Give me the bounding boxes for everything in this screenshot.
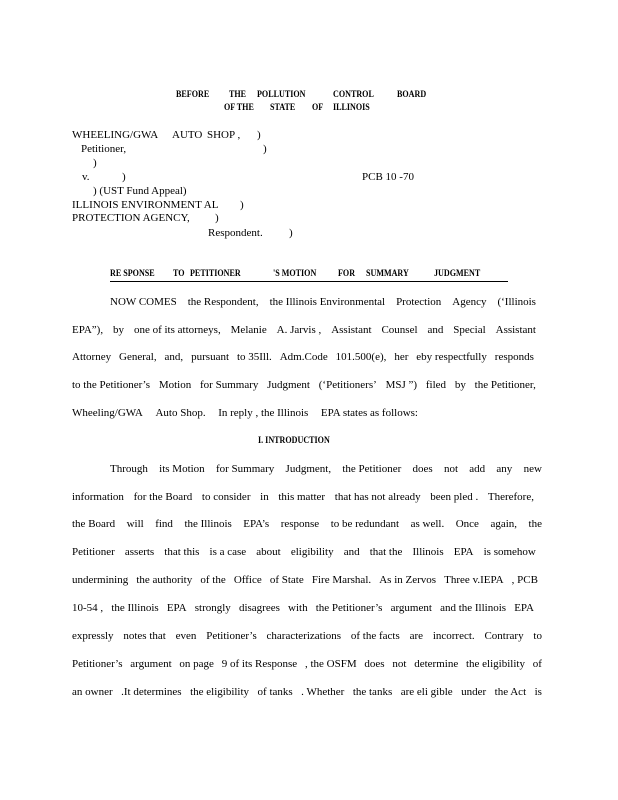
caption-paren: )	[215, 212, 219, 224]
paragraph-line	[72, 324, 536, 337]
word: is	[534, 686, 542, 698]
word: not	[443, 463, 459, 475]
word: Adm.Code	[279, 351, 328, 363]
caption-paren: )	[93, 157, 97, 169]
word: Contrary	[484, 630, 524, 642]
word: filed	[425, 379, 447, 391]
word: in	[260, 491, 269, 503]
header-word: OF	[312, 103, 324, 113]
header-word: BOARD	[397, 90, 427, 100]
word: Protection	[396, 296, 442, 308]
word: the authority	[136, 574, 193, 586]
word: the Illinois Environmental	[269, 296, 386, 308]
word: determine	[414, 658, 459, 670]
caption-paren: )	[122, 171, 126, 183]
header-word: ILLINOIS	[333, 103, 370, 113]
word: are eli gible	[400, 686, 453, 698]
word: and the Illinois	[440, 602, 507, 614]
word: of State	[269, 574, 304, 586]
word: eligibility	[290, 546, 334, 558]
paragraph-line	[72, 407, 418, 420]
header-word: OF THE	[224, 103, 254, 113]
word: Auto Shop.	[155, 407, 206, 419]
paragraph-line	[72, 351, 534, 364]
word: 101.500(e),	[335, 351, 387, 363]
word: of tanks	[257, 686, 293, 698]
word: Wheeling/GWA	[72, 407, 143, 419]
word: to the Petitioner’s	[72, 379, 151, 391]
word: notes that	[123, 630, 166, 642]
word: the eligibility	[190, 686, 250, 698]
word: are	[409, 630, 423, 642]
word: Petitioner’s	[206, 630, 257, 642]
word: MSJ ”)	[385, 379, 418, 391]
appeal-type: ) (UST Fund Appeal)	[93, 185, 187, 197]
word: the eligibility	[465, 658, 525, 670]
word: NOW COMES	[110, 296, 177, 308]
word: to consider	[201, 491, 251, 503]
word: the Petitioner,	[474, 379, 536, 391]
word: (‘Petitioners’	[318, 379, 377, 391]
word: , PCB	[511, 574, 538, 586]
paragraph-line	[72, 546, 536, 559]
word: Office	[233, 574, 262, 586]
word: with	[288, 602, 308, 614]
word: .It determines	[121, 686, 182, 698]
paragraph-line	[72, 379, 536, 392]
respondent-name-1: ILLINOIS ENVIRONMENT AL	[72, 199, 219, 211]
word: Three v.IEPA	[444, 574, 504, 586]
word: Special	[453, 324, 486, 336]
word: the	[528, 518, 542, 530]
word: expressly	[72, 630, 114, 642]
paragraph-line	[72, 491, 534, 504]
case-number: PCB 10 -70	[362, 171, 414, 183]
word: add	[469, 463, 486, 475]
word: the tanks	[352, 686, 393, 698]
word: the Act	[494, 686, 527, 698]
paragraph-line	[110, 296, 536, 309]
word: and	[343, 546, 360, 558]
word: Through	[110, 463, 148, 475]
paragraph-line	[72, 630, 542, 643]
word: that has not already	[334, 491, 421, 503]
document-title	[110, 268, 508, 282]
petitioner-name: WHEELING/GWA	[72, 129, 159, 141]
word: does	[364, 658, 385, 670]
paragraph-line	[72, 686, 542, 699]
word: . Whether	[301, 686, 345, 698]
word: In reply , the Illinois	[218, 407, 309, 419]
versus-label: v.	[82, 171, 90, 183]
word: that the	[369, 546, 403, 558]
word: not	[392, 658, 407, 670]
word: A. Jarvis ,	[276, 324, 322, 336]
word: and,	[164, 351, 184, 363]
caption-paren: )	[289, 227, 293, 239]
title-word: SUMMARY	[366, 269, 409, 279]
word: 9 of its Response	[221, 658, 298, 670]
word: does	[412, 463, 433, 475]
petitioner-label: Petitioner,	[81, 143, 127, 155]
word: by	[113, 324, 125, 336]
word: EPA’s	[243, 518, 270, 530]
word: this matter	[278, 491, 326, 503]
word: information	[72, 491, 124, 503]
caption-paren: )	[263, 143, 267, 155]
paragraph-line	[72, 658, 542, 671]
word: to be redundant	[330, 518, 400, 530]
word: the Board	[72, 518, 116, 530]
word: find	[155, 518, 173, 530]
title-word: TO	[173, 269, 185, 279]
word: undermining	[72, 574, 129, 586]
respondent-name-2: PROTECTION AGENCY,	[72, 212, 190, 224]
petitioner-name-2: AUTO	[172, 129, 203, 141]
word: (‘Illinois	[497, 296, 536, 308]
word: for Summary	[200, 379, 259, 391]
word: argument	[130, 658, 172, 670]
word: Melanie	[230, 324, 267, 336]
word: of	[532, 658, 542, 670]
paragraph-line	[110, 463, 542, 476]
word: strongly	[194, 602, 231, 614]
word: to 35Ill.	[236, 351, 272, 363]
word: EPA”),	[72, 324, 104, 336]
word: pursuant	[191, 351, 230, 363]
word: EPA	[514, 602, 534, 614]
word: that this	[164, 546, 200, 558]
word: Petitioner’s	[72, 658, 123, 670]
word: Therefore,	[487, 491, 534, 503]
word: for Summary	[215, 463, 275, 475]
word: of the facts	[350, 630, 400, 642]
word: the Petitioner	[342, 463, 402, 475]
caption-paren: )	[240, 199, 244, 211]
word: disagrees	[238, 602, 280, 614]
word: EPA states as follows:	[320, 407, 418, 419]
word: is somehow	[483, 546, 536, 558]
respondent-label: Respondent.	[208, 227, 263, 239]
word: responds	[494, 351, 534, 363]
title-word: RE SPONSE	[110, 269, 155, 279]
word: Judgment	[267, 379, 310, 391]
word: even	[175, 630, 197, 642]
word: for the Board	[133, 491, 193, 503]
word: any	[496, 463, 513, 475]
word: about	[256, 546, 281, 558]
title-word: 'S MOTION	[273, 269, 317, 279]
header-word: POLLUTION	[257, 90, 306, 100]
word: and	[427, 324, 444, 336]
word: its Motion	[159, 463, 205, 475]
section-heading: I. INTRODUCTION	[258, 436, 330, 446]
word: , the OSFM	[304, 658, 357, 670]
word: Motion	[158, 379, 192, 391]
word: Illinois	[412, 546, 444, 558]
word: Once	[455, 518, 479, 530]
word: Judgment,	[285, 463, 332, 475]
word: is a case	[209, 546, 247, 558]
word: EPA	[166, 602, 187, 614]
word: asserts	[124, 546, 155, 558]
header-word: BEFORE	[176, 90, 210, 100]
word: Attorney	[72, 351, 112, 363]
header-word: STATE	[270, 103, 296, 113]
word: 10-54 ,	[72, 602, 104, 614]
word: the Respondent,	[187, 296, 259, 308]
word: the Illinois	[184, 518, 232, 530]
word: again,	[490, 518, 518, 530]
word: Agency	[452, 296, 487, 308]
word: Assistant	[331, 324, 372, 336]
paragraph-line	[72, 518, 542, 531]
word: one of its attorneys,	[133, 324, 221, 336]
word: new	[523, 463, 542, 475]
word: As in Zervos	[379, 574, 437, 586]
title-word: PETITIONER	[190, 269, 241, 279]
word: as well.	[410, 518, 445, 530]
title-word: JUDGMENT	[434, 269, 481, 279]
word: Counsel	[381, 324, 418, 336]
word: Assistant	[495, 324, 536, 336]
word: argument	[390, 602, 432, 614]
word: her	[394, 351, 409, 363]
word: an owner	[72, 686, 113, 698]
paragraph-line	[72, 602, 534, 615]
word: response	[280, 518, 320, 530]
word: been pled .	[430, 491, 479, 503]
word: General,	[119, 351, 157, 363]
word: to	[533, 630, 542, 642]
word: eby respectfully	[416, 351, 487, 363]
word: EPA	[453, 546, 474, 558]
word: of the	[200, 574, 226, 586]
header-word: THE	[229, 90, 247, 100]
word: characterizations	[266, 630, 342, 642]
word: Fire Marshal.	[311, 574, 372, 586]
petitioner-name-3: SHOP ,	[207, 129, 241, 141]
word: Petitioner	[72, 546, 115, 558]
word: the Illinois	[111, 602, 159, 614]
header-word: CONTROL	[333, 90, 374, 100]
title-word: FOR	[338, 269, 356, 279]
word: by	[454, 379, 466, 391]
word: will	[126, 518, 144, 530]
word: on page	[179, 658, 214, 670]
caption-paren: )	[257, 129, 261, 141]
word: incorrect.	[432, 630, 475, 642]
word: under	[461, 686, 487, 698]
paragraph-line	[72, 574, 538, 587]
word: the Petitioner’s	[315, 602, 383, 614]
